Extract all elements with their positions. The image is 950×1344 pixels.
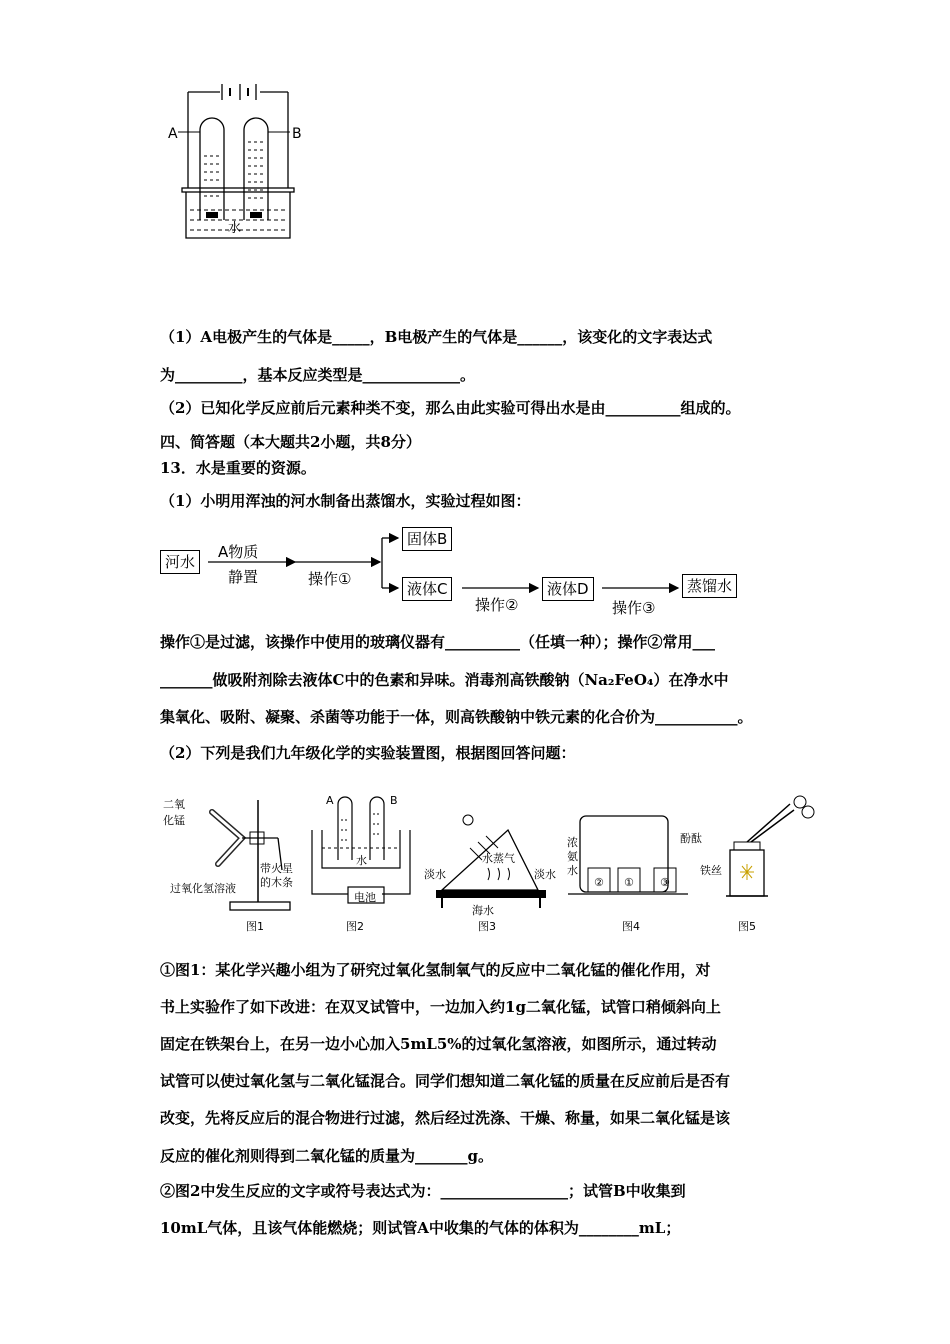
electrolysis-figure-top <box>160 80 310 250</box>
para1-line2: _______做吸附剂除去液体C中的色素和异味。消毒剂高铁酸钠（Na₂FeO₄）在净水中 <box>160 671 729 689</box>
fig2-a: A <box>326 794 334 807</box>
section-title: 四、简答题（本大题共2小题，共8分） <box>160 433 421 451</box>
q13-2-intro: （2）下列是我们九年级化学的实验装置图，根据图回答问题： <box>160 744 576 762</box>
fig3-vapor: 水蒸气 <box>482 852 515 865</box>
flow-settle: 静置 <box>228 568 259 586</box>
para1-line3: 集氧化、吸附、凝聚、杀菌等功能于一体，则高铁酸钠中铁元素的化合价为___________。 <box>160 708 753 726</box>
fig2-water: 水 <box>356 854 367 867</box>
para3-line2: 10mL气体，且该气体能燃烧；则试管A中收集的气体的体积为________mL； <box>160 1219 681 1237</box>
fig-top-water-label: 水 <box>228 221 242 236</box>
fig3-fresh-left: 淡水 <box>424 868 446 881</box>
fig4-ammonia-1: 浓 <box>567 836 578 849</box>
fig1-splint-1: 带火星 <box>260 862 293 875</box>
para3-line1: ②图2中发生反应的文字或符号表达式为：_________________；试管B中收集到 <box>160 1182 686 1200</box>
fig2-caption: 图2 <box>346 920 364 933</box>
fig3-seawater: 海水 <box>472 904 494 917</box>
para1-line1: 操作①是过滤，该操作中使用的玻璃仪器有__________（任填一种）；操作②常用___ <box>160 633 716 651</box>
fig4-phenol: 酚酞 <box>680 832 702 845</box>
flow-op1: 操作① <box>308 570 352 588</box>
q13-1-intro: （1）小明用浑浊的河水制备出蒸馏水，实验过程如图： <box>160 492 531 510</box>
flow-op3: 操作③ <box>612 599 656 617</box>
flow-liquid-d: 液体D <box>542 577 594 601</box>
fig4-c3: ③ <box>660 876 670 889</box>
para2-line4: 试管可以使过氧化氢与二氧化锰混合。同学们想知道二氧化锰的质量在反应前后是否有 <box>160 1072 731 1090</box>
fig4-c1: ② <box>594 876 604 889</box>
para2-line6: 反应的催化剂则得到二氧化锰的质量为_______g。 <box>160 1147 493 1165</box>
fig1-mno2-2: 化锰 <box>163 814 185 827</box>
fig5-apparatus <box>726 796 814 896</box>
fig2-b: B <box>390 794 398 807</box>
fig-top-label-b: B <box>292 126 302 142</box>
q2-line: （2）已知化学反应前后元素种类不变，那么由此实验可得出水是由__________组成的。 <box>160 399 741 417</box>
flow-solid-b: 固体B <box>402 527 452 551</box>
fig-top-label-a: A <box>168 126 178 142</box>
fig4-c2: ① <box>624 876 634 889</box>
fig2-apparatus <box>312 797 410 903</box>
fig4-ammonia-3: 水 <box>567 864 578 877</box>
para2-line5: 改变，先将反应后的混合物进行过滤，然后经过洗涤、干燥、称量，如果二氧化锰是该 <box>160 1109 731 1127</box>
fig1-splint-2: 的木条 <box>260 876 293 889</box>
para2-line3: 固定在铁架台上，在另一边小心加入5mL5%的过氧化氢溶液，如图所示，通过转动 <box>160 1035 717 1053</box>
fig2-battery: 电池 <box>354 891 376 904</box>
para2-line1: ①图1：某化学兴趣小组为了研究过氧化氢制氧气的反应中二氧化锰的催化作用，对 <box>160 961 711 979</box>
fig3-caption: 图3 <box>478 920 496 933</box>
fig1-mno2-1: 二氧 <box>163 798 185 811</box>
flow-distilled: 蒸馏水 <box>682 574 737 598</box>
fig3-fresh-right: 淡水 <box>534 868 556 881</box>
para2-line2: 书上实验作了如下改进：在双叉试管中，一边加入约1g二氧化锰，试管口稍倾斜向上 <box>160 998 721 1016</box>
fig1-h2o2: 过氧化氢溶液 <box>170 882 236 895</box>
fig5-wire: 铁丝 <box>700 864 722 877</box>
fig1-caption: 图1 <box>246 920 264 933</box>
flow-reagent: A物质 <box>218 543 259 561</box>
apparatus-figures <box>160 790 840 940</box>
flow-liquid-c: 液体C <box>402 577 452 601</box>
q13-title: 13．水是重要的资源。 <box>160 459 316 477</box>
fig4-ammonia-2: 氨 <box>567 850 578 863</box>
q1-line1: （1）A电极产生的气体是_____，B电极产生的气体是______，该变化的文字表达式 <box>160 328 713 346</box>
fig5-caption: 图5 <box>738 920 756 933</box>
flow-river: 河水 <box>160 550 200 574</box>
fig4-caption: 图4 <box>622 920 640 933</box>
q1-line2: 为_________，基本反应类型是_____________。 <box>160 366 476 384</box>
flow-op2: 操作② <box>475 596 519 614</box>
